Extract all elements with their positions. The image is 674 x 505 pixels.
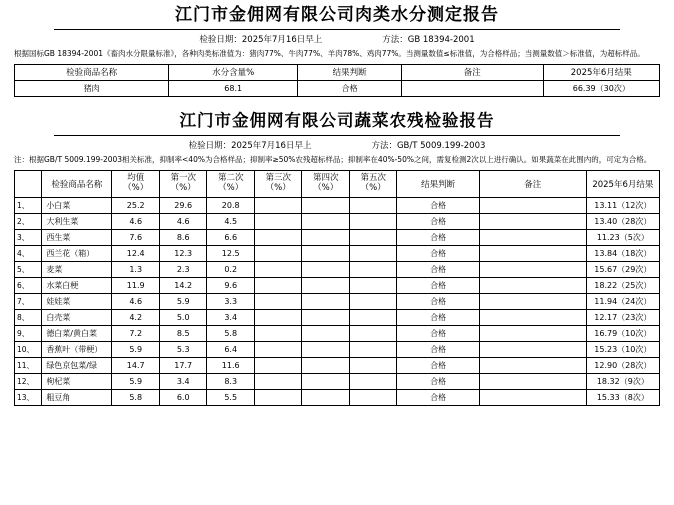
col-test-5 [349, 170, 397, 197]
meat-report-meta [14, 33, 660, 45]
table-row [15, 325, 660, 341]
col-test-2-unit: （%） [218, 182, 244, 193]
cell-average: 4.2 [112, 309, 160, 325]
cell-index: 1、 [15, 197, 42, 213]
cell-test-3 [254, 197, 302, 213]
cell-test-2: 5.8 [207, 325, 255, 341]
cell-index: 5、 [15, 261, 42, 277]
table-row [15, 80, 660, 96]
cell-commodity-name: 德白菜/黄白菜 [42, 325, 112, 341]
cell-previous-result: 12.90（28次） [586, 357, 659, 373]
cell-commodity-name: 大利生菜 [42, 213, 112, 229]
cell-test-5 [349, 309, 397, 325]
veg-title-divider [54, 135, 620, 136]
cell-previous-result: 18.22（25次） [586, 277, 659, 293]
cell-test-3 [254, 277, 302, 293]
cell-test-1: 8.5 [159, 325, 207, 341]
cell-commodity-name: 猪肉 [15, 80, 169, 96]
table-row [15, 197, 660, 213]
cell-average: 4.6 [112, 213, 160, 229]
cell-test-5 [349, 197, 397, 213]
cell-test-3 [254, 389, 302, 405]
col-test-5-label: 第五次 [360, 173, 386, 184]
cell-test-3 [254, 357, 302, 373]
cell-remark [479, 389, 586, 405]
cell-previous-result: 18.32（9次） [586, 373, 659, 389]
cell-test-5 [349, 325, 397, 341]
cell-index: 10、 [15, 341, 42, 357]
col-previous-result: 2025年6月结果 [543, 64, 659, 80]
cell-judgement: 合格 [397, 357, 479, 373]
cell-commodity-name: 小白菜 [42, 197, 112, 213]
cell-test-1: 5.0 [159, 309, 207, 325]
cell-commodity-name: 绿色京包菜/绿 [42, 357, 112, 373]
cell-commodity-name: 麦菜 [42, 261, 112, 277]
table-row [15, 309, 660, 325]
cell-remark [479, 261, 586, 277]
cell-judgement: 合格 [397, 277, 479, 293]
veg-result-table [14, 170, 660, 406]
cell-average: 4.6 [112, 293, 160, 309]
cell-commodity-name: 西兰花（箱） [42, 245, 112, 261]
cell-previous-result: 16.79（10次） [586, 325, 659, 341]
cell-judgement: 合格 [397, 261, 479, 277]
cell-test-5 [349, 245, 397, 261]
table-row [15, 389, 660, 405]
cell-previous-result: 11.23（5次） [586, 229, 659, 245]
col-test-4-label: 第四次 [312, 173, 339, 184]
cell-test-1: 2.3 [159, 261, 207, 277]
cell-test-5 [349, 277, 397, 293]
col-average-unit: （%） [123, 182, 149, 193]
cell-previous-result: 11.94（24次） [586, 293, 659, 309]
cell-test-4 [302, 309, 350, 325]
cell-test-4 [302, 325, 350, 341]
cell-test-4 [302, 197, 350, 213]
cell-test-2: 11.6 [207, 357, 255, 373]
cell-index: 13、 [15, 389, 42, 405]
cell-remark [479, 277, 586, 293]
cell-previous-result: 15.67（29次） [586, 261, 659, 277]
cell-judgement: 合格 [397, 309, 479, 325]
veg-report-title: 江门市金佣网有限公司蔬菜农残检验报告 [179, 110, 495, 130]
cell-judgement: 合格 [397, 389, 479, 405]
cell-average: 12.4 [112, 245, 160, 261]
cell-commodity-name: 香蕉叶（带梗） [42, 341, 112, 357]
cell-remark [479, 357, 586, 373]
col-average-label: 均值 [127, 173, 145, 184]
cell-test-1: 6.0 [159, 389, 207, 405]
cell-test-4 [302, 341, 350, 357]
cell-test-1: 8.6 [159, 229, 207, 245]
cell-test-5 [349, 229, 397, 245]
col-test-3-label: 第三次 [265, 173, 291, 184]
col-remark: 备注 [401, 64, 543, 80]
cell-remark [479, 325, 586, 341]
table-header-row [15, 170, 660, 197]
cell-judgement: 合格 [397, 341, 479, 357]
cell-test-4 [302, 373, 350, 389]
col-test-4-unit: （%） [313, 182, 339, 193]
cell-test-1: 17.7 [159, 357, 207, 373]
cell-test-5 [349, 213, 397, 229]
cell-test-4 [302, 245, 350, 261]
cell-test-1: 29.6 [159, 197, 207, 213]
cell-test-3 [254, 325, 302, 341]
cell-average: 5.8 [112, 389, 160, 405]
cell-remark [479, 373, 586, 389]
table-row [15, 277, 660, 293]
cell-judgement: 合格 [397, 245, 479, 261]
col-test-1-label: 第一次 [170, 173, 196, 184]
cell-index: 11、 [15, 357, 42, 373]
col-commodity-name: 检验商品名称 [42, 170, 112, 197]
cell-remark [479, 197, 586, 213]
cell-previous-result: 13.84（18次） [586, 245, 659, 261]
cell-test-4 [302, 357, 350, 373]
col-commodity-name: 检验商品名称 [15, 64, 169, 80]
cell-test-1: 4.6 [159, 213, 207, 229]
cell-index: 2、 [15, 213, 42, 229]
cell-commodity-name: 粗豆角 [42, 389, 112, 405]
meat-method: 方法：GB 18394-2001 [382, 35, 475, 45]
cell-test-2: 9.6 [207, 277, 255, 293]
cell-test-5 [349, 357, 397, 373]
cell-index: 12、 [15, 373, 42, 389]
table-row [15, 261, 660, 277]
cell-judgement: 合格 [397, 213, 479, 229]
title-divider [54, 29, 620, 30]
col-remark: 备注 [479, 170, 586, 197]
table-row [15, 357, 660, 373]
cell-test-3 [254, 309, 302, 325]
col-test-2 [207, 170, 255, 197]
cell-test-2: 6.4 [207, 341, 255, 357]
cell-test-5 [349, 261, 397, 277]
cell-test-4 [302, 293, 350, 309]
cell-test-1: 5.9 [159, 293, 207, 309]
cell-judgement: 合格 [397, 229, 479, 245]
table-row [15, 341, 660, 357]
col-test-4 [302, 170, 350, 197]
cell-commodity-name: 白壳菜 [42, 309, 112, 325]
meat-report-title: 江门市金佣网有限公司肉类水分测定报告 [175, 5, 499, 25]
cell-commodity-name: 水菜白梗 [42, 277, 112, 293]
cell-test-2: 6.6 [207, 229, 255, 245]
veg-table-body [15, 197, 660, 405]
cell-test-1: 5.3 [159, 341, 207, 357]
cell-remark [479, 213, 586, 229]
cell-test-1: 3.4 [159, 373, 207, 389]
col-test-1-unit: （%） [170, 182, 196, 193]
meat-result-table [14, 64, 660, 97]
cell-test-1: 12.3 [159, 245, 207, 261]
cell-test-1: 14.2 [159, 277, 207, 293]
cell-test-2: 3.4 [207, 309, 255, 325]
cell-index: 7、 [15, 293, 42, 309]
cell-test-5 [349, 293, 397, 309]
meat-report-note: 根据国标GB 18394-2001《畜肉水分限量标准》，各种肉类标准值为：猪肉77%、牛肉77%、羊肉78%、鸡肉77%。当测量数值≤标准值，为合格样品；当测量数值＞标准值，为超标样品。 [14, 49, 645, 58]
cell-remark [479, 309, 586, 325]
col-average [112, 170, 160, 197]
veg-method: 方法：GB/T 5009.199-2003 [371, 140, 486, 151]
table-row [15, 373, 660, 389]
cell-remark [479, 245, 586, 261]
cell-average: 25.2 [112, 197, 160, 213]
cell-remark [479, 341, 586, 357]
cell-average: 7.6 [112, 229, 160, 245]
cell-average: 1.3 [112, 261, 160, 277]
cell-index: 4、 [15, 245, 42, 261]
table-row [15, 213, 660, 229]
veg-report-note: 注：根据GB/T 5009.199-2003相关标准，抑制率<40%为合格样品；抑制率≥50%农残超标样品；抑制率在40%-50%之间，需复检测2次以上进行确认。如果蔬菜在此围内的，可定为合格。 [14, 154, 652, 164]
cell-index: 6、 [15, 277, 42, 293]
cell-test-3 [254, 373, 302, 389]
cell-moisture-content: 68.1 [169, 80, 298, 96]
cell-previous-result: 15.33（8次） [586, 389, 659, 405]
cell-index: 9、 [15, 325, 42, 341]
cell-remark [479, 229, 586, 245]
vegetable-pesticide-report [0, 107, 674, 406]
col-judgement: 结果判断 [397, 170, 479, 197]
cell-average: 5.9 [112, 373, 160, 389]
cell-index: 3、 [15, 229, 42, 245]
cell-previous-result: 66.39（30次） [543, 80, 659, 96]
veg-inspection-date: 检验日期：2025年7月16日早上 [188, 140, 312, 151]
cell-commodity-name: 娃娃菜 [42, 293, 112, 309]
cell-test-3 [254, 229, 302, 245]
cell-average: 5.9 [112, 341, 160, 357]
col-test-1 [159, 170, 207, 197]
cell-judgement: 合格 [397, 293, 479, 309]
cell-test-4 [302, 213, 350, 229]
cell-remark [401, 80, 543, 96]
cell-test-3 [254, 341, 302, 357]
table-header-row [15, 64, 660, 80]
cell-previous-result: 12.17（23次） [586, 309, 659, 325]
cell-commodity-name: 枸杞菜 [42, 373, 112, 389]
col-moisture-content: 水分含量% [169, 64, 298, 80]
cell-previous-result: 13.40（28次） [586, 213, 659, 229]
cell-average: 14.7 [112, 357, 160, 373]
cell-test-2: 20.8 [207, 197, 255, 213]
col-test-3 [254, 170, 302, 197]
col-test-5-unit: （%） [360, 182, 386, 193]
cell-test-4 [302, 261, 350, 277]
cell-test-3 [254, 261, 302, 277]
cell-average: 7.2 [112, 325, 160, 341]
cell-remark [479, 293, 586, 309]
cell-previous-result: 13.11（12次） [586, 197, 659, 213]
cell-test-5 [349, 373, 397, 389]
meat-inspection-date: 检验日期：2025年7月16日早上 [199, 35, 323, 45]
cell-test-4 [302, 277, 350, 293]
cell-test-2: 4.5 [207, 213, 255, 229]
cell-test-2: 5.5 [207, 389, 255, 405]
col-previous-result: 2025年6月结果 [586, 170, 659, 197]
table-row [15, 245, 660, 261]
col-test-2-label: 第二次 [217, 173, 244, 184]
cell-judgement: 合格 [298, 80, 402, 96]
col-judgement: 结果判断 [298, 64, 402, 80]
col-index [15, 170, 42, 197]
cell-test-4 [302, 229, 350, 245]
cell-judgement: 合格 [397, 373, 479, 389]
veg-report-meta [14, 139, 660, 151]
cell-average: 11.9 [112, 277, 160, 293]
cell-judgement: 合格 [397, 325, 479, 341]
cell-test-2: 3.3 [207, 293, 255, 309]
col-test-3-unit: （%） [265, 182, 291, 193]
cell-test-5 [349, 341, 397, 357]
cell-index: 8、 [15, 309, 42, 325]
cell-test-4 [302, 389, 350, 405]
cell-test-2: 8.3 [207, 373, 255, 389]
cell-test-3 [254, 245, 302, 261]
cell-test-2: 12.5 [207, 245, 255, 261]
meat-moisture-report [0, 0, 674, 97]
cell-commodity-name: 西生菜 [42, 229, 112, 245]
cell-test-3 [254, 293, 302, 309]
cell-previous-result: 15.23（10次） [586, 341, 659, 357]
table-row [15, 293, 660, 309]
table-row [15, 229, 660, 245]
cell-test-5 [349, 389, 397, 405]
cell-test-3 [254, 213, 302, 229]
cell-judgement: 合格 [397, 197, 479, 213]
cell-test-2: 0.2 [207, 261, 255, 277]
